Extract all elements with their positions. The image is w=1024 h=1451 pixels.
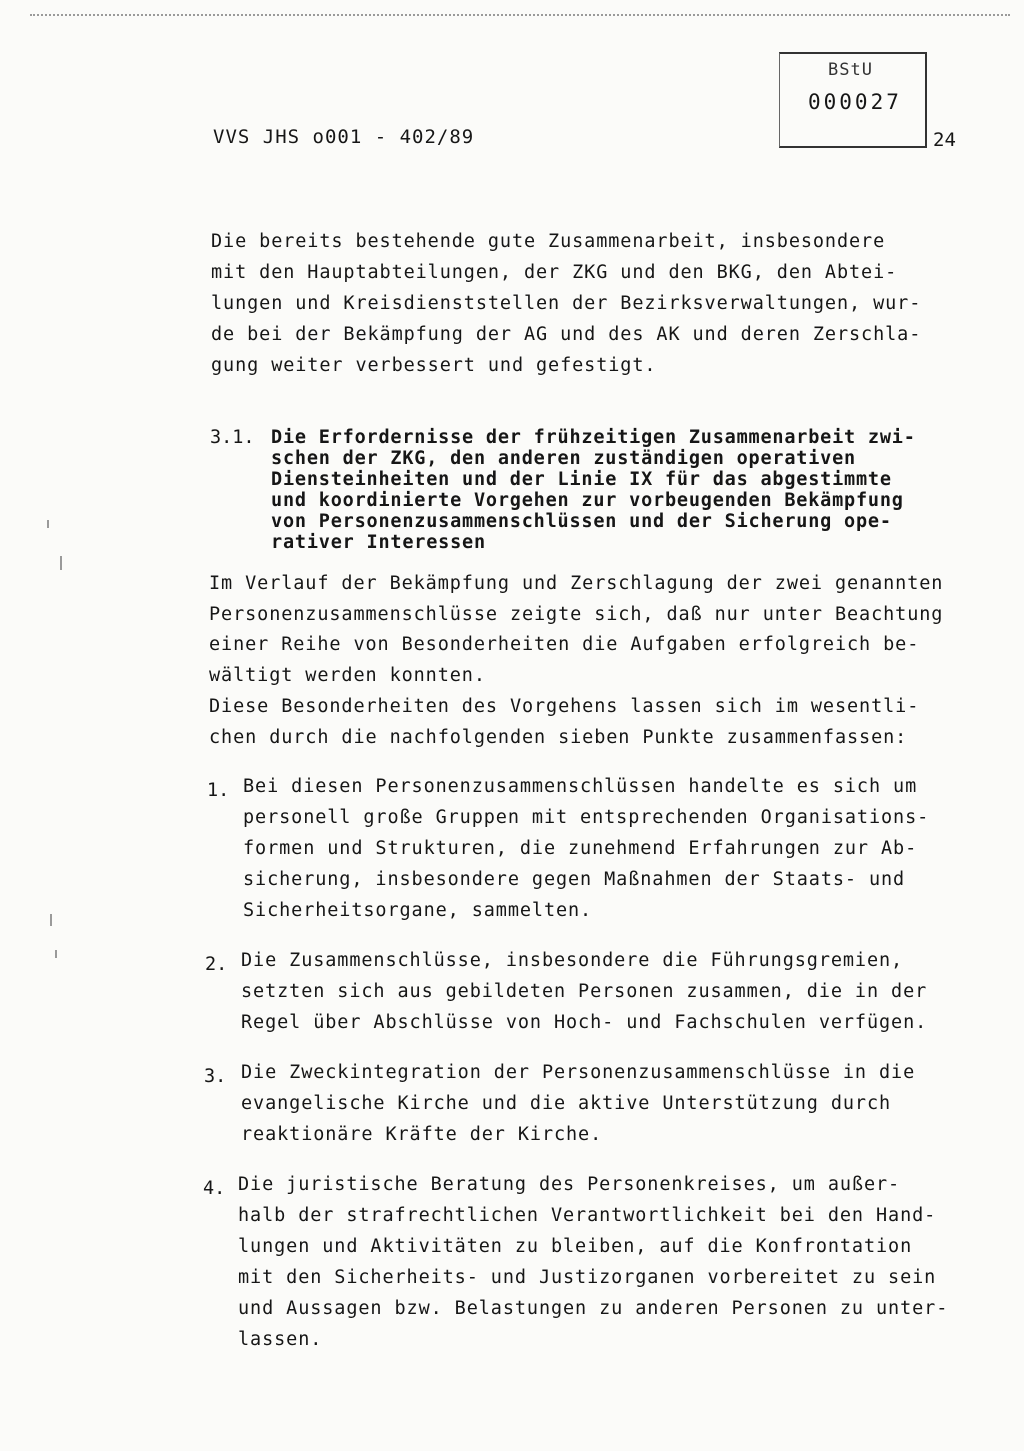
text-line: lungen und Aktivitäten zu bleiben, auf die Konfrontation [238,1236,913,1257]
page-number: 24 [933,129,956,151]
margin-mark [60,556,62,570]
list-item [238,1169,948,1355]
intro-paragraph [211,226,921,381]
text-line: formen und Strukturen, die zunehmend Erfahrungen zur Ab- [243,838,918,859]
heading-line: Die Erfordernisse der frühzeitigen Zusammenarbeit zwi- [271,427,916,448]
list-item-number: 3. [204,1066,227,1087]
text-line: reaktionäre Kräfte der Kirche. [241,1124,603,1145]
text-line: Diese Besonderheiten des Vorgehens lassen sich im wesentli- [209,695,920,717]
heading-line: von Personenzusammenschlüssen und der Sicherung ope- [271,511,892,532]
text-line: Bei diesen Personenzusammenschlüssen handelte es sich um [243,776,918,797]
archive-stamp [779,52,927,148]
top-dotted-rule [30,14,1010,16]
text-line: mit den Sicherheits- und Justizorganen vorbereitet zu sein [238,1267,937,1288]
list-item [241,1057,915,1150]
section-heading [271,427,916,553]
text-line: evangelische Kirche und die aktive Unterstützung durch [241,1093,892,1114]
text-line: Die Zusammenschlüsse, insbesondere die Führungsgremien, [241,950,904,971]
document-reference: VVS JHS o001 - 402/89 [213,126,475,148]
section-number: 3.1. [210,427,255,448]
margin-mark [47,520,49,528]
list-item-number: 4. [203,1178,226,1199]
heading-line: Diensteinheiten und der Linie IX für das abgestimmte [271,469,892,490]
list-item-number: 2. [205,954,228,975]
text-line: Die bereits bestehende gute Zusammenarbeit, insbesondere [211,231,886,252]
text-line: Die juristische Beratung des Personenkreises, um außer- [238,1174,901,1195]
heading-line: und koordinierte Vorgehen zur vorbeugenden Bekämpfung [271,490,904,511]
text-line: Die Zweckintegration der Personenzusammenschlüsse in die [241,1062,916,1083]
stamp-number: 000027 [808,90,902,114]
text-line: gung weiter verbessert und gefestigt. [211,355,657,376]
section-paragraph [209,569,943,753]
text-line: lassen. [238,1329,323,1350]
text-line: halb der strafrechtlichen Verantwortlichkeit bei den Hand- [238,1205,937,1226]
text-line: einer Reihe von Besonderheiten die Aufgaben erfolgreich be- [209,634,920,656]
text-line: de bei der Bekämpfung der AG und des AK und deren Zerschla- [211,324,922,345]
text-line: lungen und Kreisdienststellen der Bezirksverwaltungen, wur- [211,293,922,314]
text-line: personell große Gruppen mit entsprechenden Organisations- [243,807,930,828]
text-line: sicherung, insbesondere gegen Maßnahmen der Staats- und [243,869,906,890]
heading-line: schen der ZKG, den anderen zuständigen operativen [271,448,856,469]
list-item-number: 1. [207,780,230,801]
text-line: Sicherheitsorgane, sammelten. [243,900,593,921]
text-line: mit den Hauptabteilungen, der ZKG und den BKG, den Abtei- [211,262,898,283]
heading-line: rativer Interessen [271,532,486,553]
text-line: chen durch die nachfolgenden sieben Punkte zusammenfassen: [209,726,908,748]
text-line: Personenzusammenschlüsse zeigte sich, daß nur unter Beachtung [209,603,944,625]
list-item [241,945,927,1038]
text-line: Regel über Abschlüsse von Hoch- und Fachschulen verfügen. [241,1012,928,1033]
list-item [243,771,929,926]
stamp-title: BStU [828,60,873,80]
margin-mark [55,950,57,958]
margin-mark [50,914,52,926]
text-line: wältigt werden konnten. [209,665,486,687]
text-line: setzten sich aus gebildeten Personen zusammen, die in der [241,981,928,1002]
text-line: und Aussagen bzw. Belastungen zu anderen Personen zu unter- [238,1298,949,1319]
text-line: Im Verlauf der Bekämpfung und Zerschlagung der zwei genannten [209,573,944,594]
